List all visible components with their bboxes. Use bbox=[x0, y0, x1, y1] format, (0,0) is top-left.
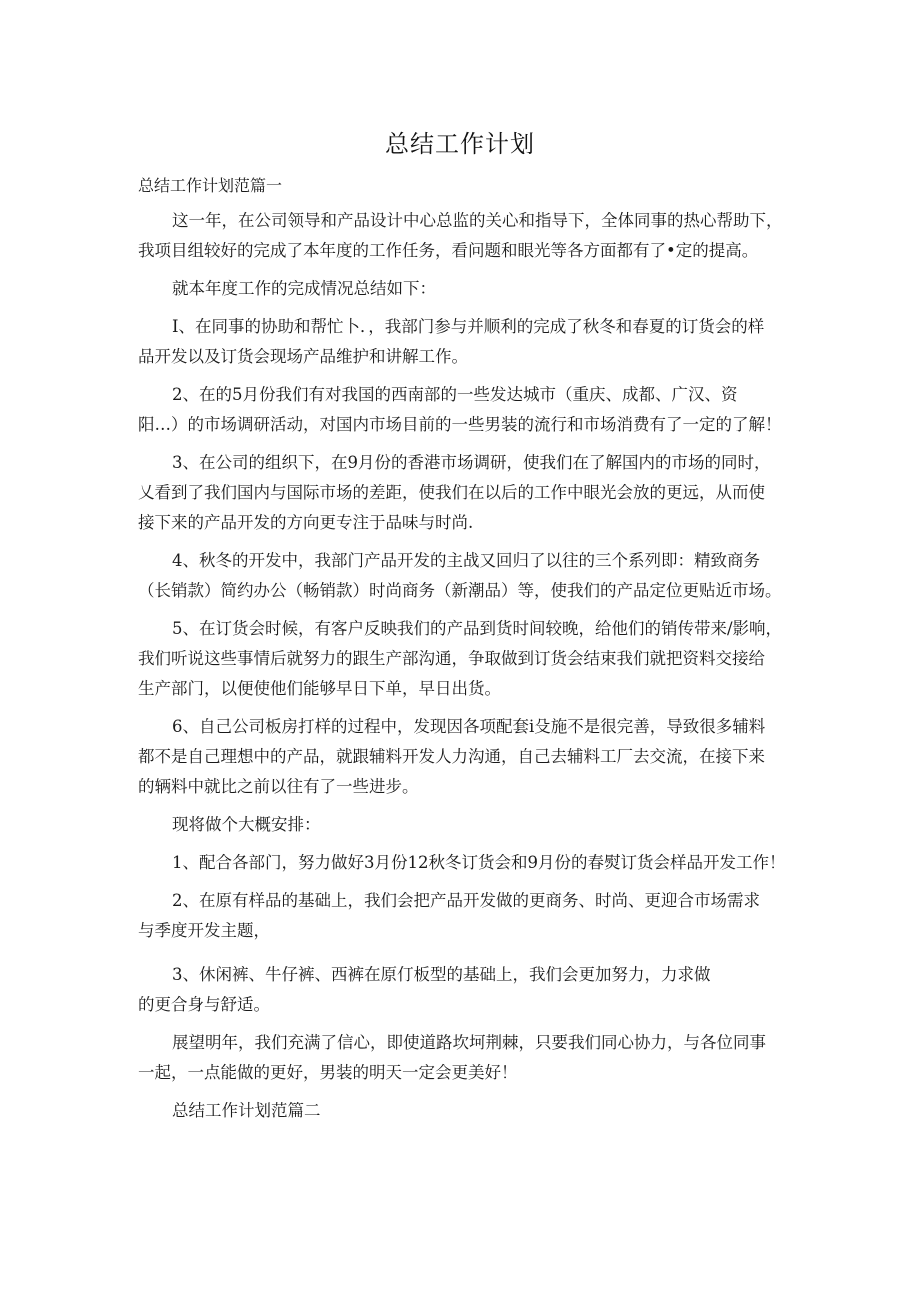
paragraph-plan-2 bbox=[138, 886, 788, 946]
text-line: 展望明年，我们充满了信心，即使道路坎坷荆棘，只要我们同心协力，与各位同事 bbox=[172, 1033, 766, 1052]
text-line: 6、自己公司板房打样的过程中，发现因各项配套i殳施不是很完善，导致很多辅料 bbox=[172, 717, 766, 736]
text-line: 一起，一点能做的更好，男装的明天一定会更美好！ bbox=[138, 1063, 518, 1082]
text-line: 我们听说这些事情后就努力的跟生产部沟通，争取做到订货会结束我们就把资料交接给 bbox=[138, 649, 765, 668]
paragraph-plan-1 bbox=[138, 848, 788, 878]
paragraph-item-3 bbox=[138, 448, 788, 538]
paragraph-item-2 bbox=[138, 380, 788, 440]
paragraph-plan-3 bbox=[138, 960, 788, 1020]
text-line: 这一年，在公司领导和产品设计中心总监的关心和指导下，全体同事的热心帮助下， bbox=[172, 211, 783, 230]
text-line: I、在同事的协助和帮忙卜．，我部门参与并顺利的完成了秋冬和春夏的订货会的样 bbox=[172, 317, 765, 336]
text-line: 就本年度工作的完成情况总结如下： bbox=[172, 279, 436, 298]
text-line: 5、在订货会时候，有客户反映我们的产品到货时间较晚，给他们的销传带来/影响， bbox=[172, 619, 783, 638]
text-line: 的更合身与舒适。 bbox=[138, 995, 270, 1014]
text-line: 4、秋冬的开发中，我部门产品开发的主战又回归了以往的三个系列即：精致商务 bbox=[172, 551, 760, 570]
text-line: 3、休闲裤、牛仔裤、西裤在原仃板型的基础上，我们会更加努力，力求做 bbox=[172, 965, 711, 984]
text-line: 现将做个大概安排： bbox=[172, 815, 321, 834]
paragraph-item-1 bbox=[138, 312, 788, 372]
text-line: 生产部门，以便使他们能够早日下单，早日出货。 bbox=[138, 679, 501, 698]
text-line: 2、在的5月份我们有对我国的西南部的一些发达城市（重庆、成都、广汉、资 bbox=[172, 385, 738, 404]
paragraph-intro bbox=[138, 206, 788, 266]
text-line: 2、在原有样品的基础上，我们会把产品开发做的更商务、时尚、更迎合市场需求 bbox=[172, 891, 760, 910]
section-heading-2 bbox=[138, 1096, 788, 1126]
text-line: 乂看到了我们国内与国际市场的差距，使我们在以后的工作中眼光会放的更远，从而使 bbox=[138, 483, 765, 502]
text-line: 总结工作计划范篇二 bbox=[172, 1101, 321, 1120]
text-line: 的辆料中就比之前以往有了一些进步。 bbox=[138, 777, 419, 796]
document-body bbox=[138, 206, 788, 1130]
text-line: 我项目组较好的完成了本年度的工作任务，看问题和眼光等各方面都有了•定的提高。 bbox=[138, 241, 759, 260]
paragraph-plan-lead bbox=[138, 810, 788, 840]
text-line: 与季度开发主题， bbox=[138, 921, 270, 940]
document-title: 总结工作计划 bbox=[385, 130, 535, 158]
section-heading-1: 总结工作计划范篇一 bbox=[138, 176, 283, 195]
paragraph-item-4 bbox=[138, 546, 788, 606]
paragraph-item-5 bbox=[138, 614, 788, 704]
text-line: 阳…）的市场调研活动，对国内市场目前的一些男装的流行和市场消费有了一定的了解！ bbox=[138, 415, 782, 434]
paragraph-outlook bbox=[138, 1028, 788, 1088]
text-line: 接下来的产品开发的方向更专注于品味与时尚. bbox=[138, 513, 474, 532]
text-line: 3、在公司的组织下，在9月份的香港市场调研，使我们在了解国内的市场的同时， bbox=[172, 453, 771, 472]
text-line: 品开发以及订货会现场产品维护和讲解工作。 bbox=[138, 347, 468, 366]
paragraph-item-6 bbox=[138, 712, 788, 802]
paragraph-summary-lead bbox=[138, 274, 788, 304]
text-line: 都不是自己理想中的产品，就跟辅料开发人力沟通，自己去辅料工厂去交流，在接下来 bbox=[138, 747, 765, 766]
text-line: （长销款）简约办公（畅销款）时尚商务（新潮品）等，使我们的产品定位更贴近市场。 bbox=[138, 581, 782, 600]
text-line: 1、配合各部门，努力做好3月份12秋冬订货会和9月份的春熨订货会样品开发工作！ bbox=[172, 853, 786, 872]
